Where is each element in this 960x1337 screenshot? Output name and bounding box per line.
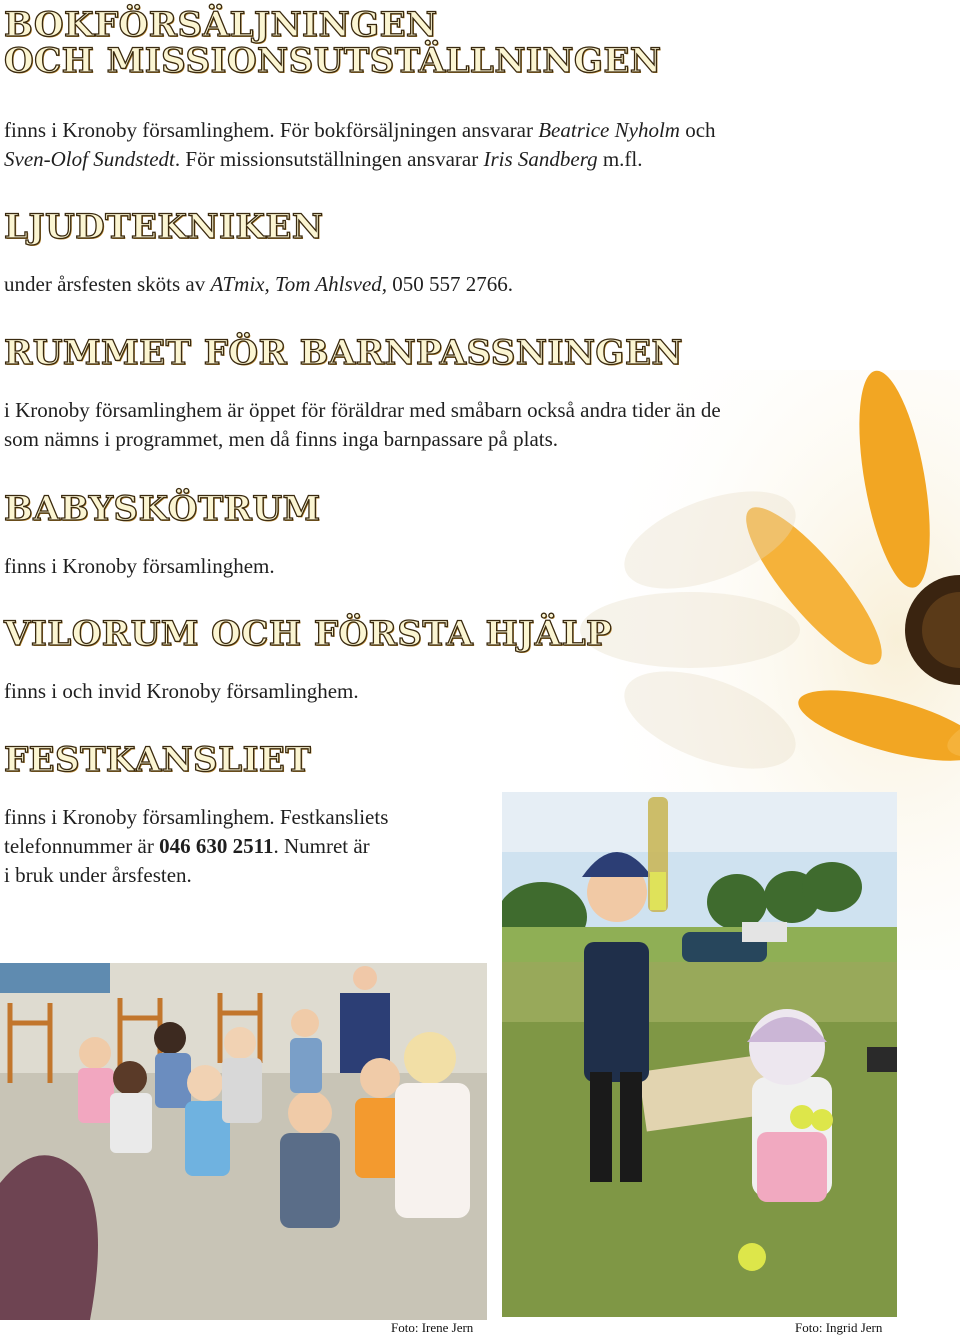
barn-line-1: i Kronoby församlinghem är öppet för föräldrar med småbarn också andra tider än de (4, 398, 721, 422)
heading-babyskotrum: BABYSKÖTRUM (4, 489, 321, 529)
ljud-text-a: under årsfesten sköts av (4, 272, 211, 296)
kansli-line-2a: telefonnummer är (4, 834, 160, 858)
heading-bokforsaljningen (4, 5, 662, 81)
kansli-paragraph (4, 803, 388, 890)
ljud-text-b: 050 557 2766. (387, 272, 514, 296)
kansli-line-3: i bruk under årsfesten. (4, 863, 192, 887)
heading-vilorum: VILORUM OCH FÖRSTA HJÄLP (4, 614, 613, 654)
heading-barnpassningen: RUMMET FÖR BARNPASSNINGEN (4, 333, 683, 373)
bok-text-d: m.fl. (597, 147, 643, 171)
kansli-line-2b: . Numret är (273, 834, 370, 858)
bok-text-b: och (679, 118, 716, 142)
photo-children-indoors (0, 963, 487, 1320)
bok-text-a: finns i Kronoby församlinghem. För bokförsäljningen ansvarar (4, 118, 539, 142)
heading-line-2: OCH MISSIONSUTSTÄLLNINGEN (4, 40, 662, 81)
kansli-phone: 046 630 2511 (159, 834, 274, 858)
barn-line-2: som nämns i programmet, men då finns inga barnpassare på plats. (4, 427, 559, 451)
barn-paragraph (4, 396, 721, 454)
bok-text-c: . För missionsutställningen ansvarar (174, 147, 484, 171)
bok-paragraph (4, 116, 716, 174)
photo-credit-left: Foto: Irene Jern (391, 1320, 474, 1335)
photo-credit-right: Foto: Ingrid Jern (795, 1320, 883, 1335)
kansli-line-1: finns i Kronoby församlinghem. Festkansliets (4, 805, 389, 829)
ljud-name: ATmix, Tom Ahlsved, (210, 272, 388, 296)
bok-name-a: Beatrice Nyholm (538, 118, 680, 142)
baby-paragraph: finns i Kronoby församlinghem. (4, 554, 275, 578)
heading-line-1: BOKFÖRSÄLJNINGEN (4, 5, 438, 45)
ljud-paragraph (4, 270, 513, 299)
heading-festkansliet: FESTKANSLIET (4, 740, 312, 780)
bok-name-c: Iris Sandberg (483, 147, 598, 171)
bok-name-b: Sven-Olof Sundstedt (4, 147, 175, 171)
photo-children-outdoors (502, 792, 897, 1317)
heading-ljudtekniken: LJUDTEKNIKEN (4, 207, 324, 247)
vilo-paragraph: finns i och invid Kronoby församlinghem. (4, 679, 359, 703)
